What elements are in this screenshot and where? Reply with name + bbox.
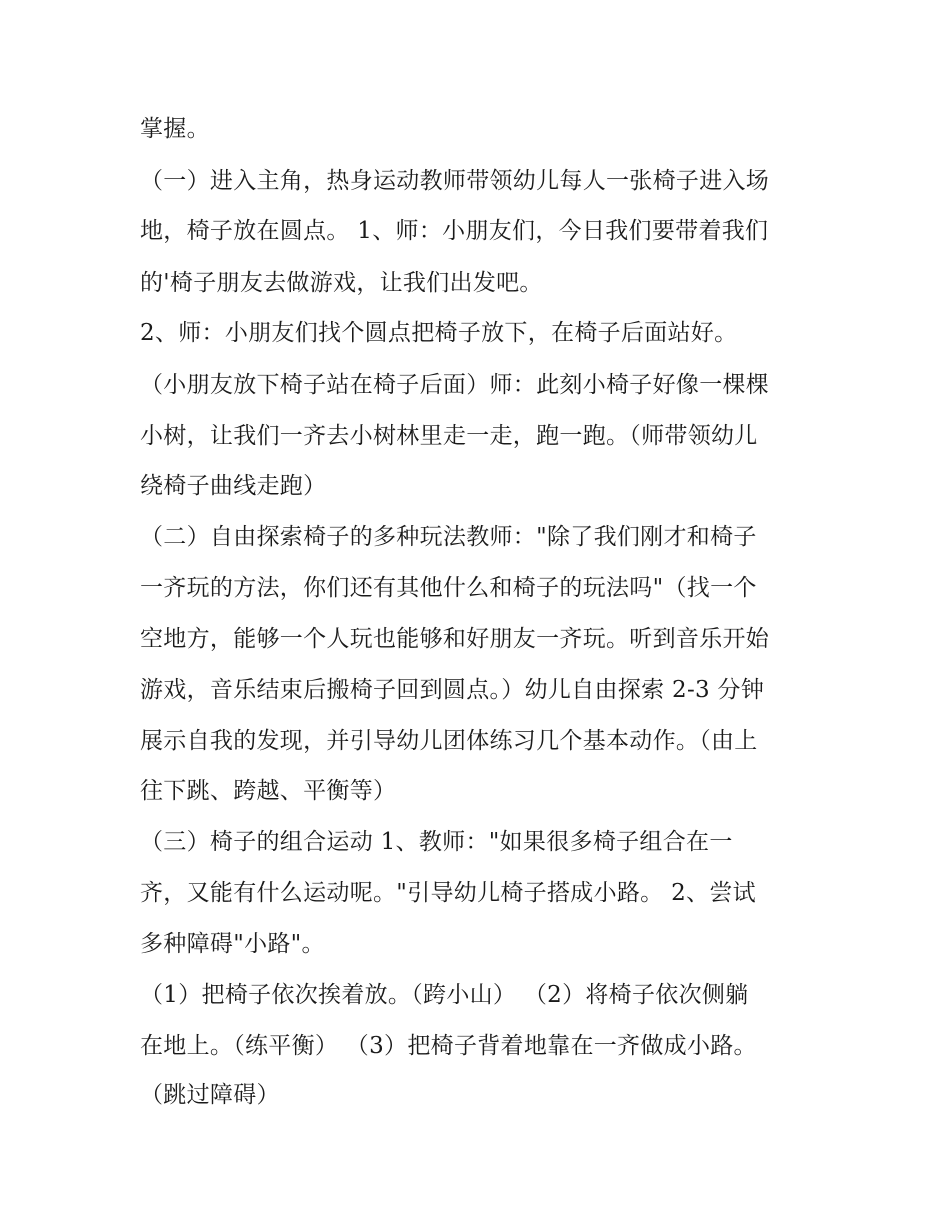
text-line: 往下跳、跨越、平衡等） [140,778,397,804]
text-line: （跳过障碍） [140,1082,280,1108]
text-line: 掌握。 [140,116,210,142]
text-line: 齐，又能有什么运动呢。"引导幼儿椅子搭成小路。 2、尝试 [140,880,756,906]
text-line: （一）进入主角，热身运动教师带领幼儿每人一张椅子进入场 [140,168,770,194]
text-line: 一齐玩的方法，你们还有其他什么和椅子的玩法吗"（找一个 [140,575,757,601]
text-line: 2、师：小朋友们找个圆点把椅子放下，在椅子后面站好。 [140,320,738,346]
text-line: （二）自由探索椅子的多种玩法教师："除了我们刚才和椅子 [140,524,757,550]
text-line: 游戏，音乐结束后搬椅子回到圆点。）幼儿自由探索 2-3 分钟 [140,677,765,703]
text-line: 小树，让我们一齐去小树林里走一走，跑一跑。（师带领幼儿 [140,423,758,449]
text-line: 展示自我的发现，并引导幼儿团体练习几个基本动作。（由上 [140,728,758,754]
text-line: （小朋友放下椅子站在椅子后面）师：此刻小椅子好像一棵棵 [140,372,770,398]
text-line: 多种障碍"小路"。 [140,931,325,957]
text-line: （三）椅子的组合运动 1、教师："如果很多椅子组合在一 [140,829,733,855]
text-line: 的'椅子朋友去做游戏，让我们出发吧。 [140,270,543,296]
text-line: 地，椅子放在圆点。 1、师：小朋友们，今日我们要带着我们 [140,218,769,244]
text-line: 绕椅子曲线走跑） [140,473,327,499]
text-line: 空地方，能够一个人玩也能够和好朋友一齐玩。听到音乐开始 [140,626,770,652]
text-line: （1）把椅子依次挨着放。（跨小山） （2）将椅子依次侧躺 [140,982,749,1008]
text-line: 在地上。（练平衡） （3）把椅子背着地靠在一齐做成小路。 [140,1033,757,1059]
